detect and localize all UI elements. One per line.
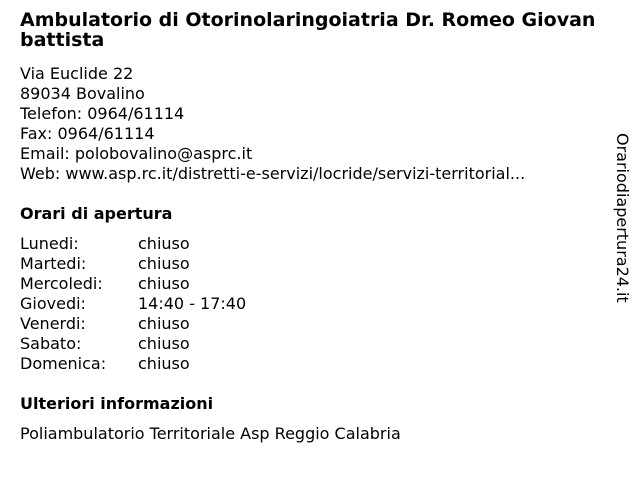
day-label: Sabato: [20,334,82,353]
street-address: Via Euclide 22 [20,64,134,83]
hours-row [20,314,600,334]
day-hours: chiuso [138,354,190,373]
hours-row [20,354,600,374]
phone-number: Telefon: 0964/61114 [20,104,185,123]
listing-card [20,10,600,444]
day-hours: chiuso [138,314,190,333]
contact-block [20,64,600,184]
day-hours: chiuso [138,254,190,273]
day-hours: chiuso [138,234,190,253]
site-watermark: Orariodiapertura24.it [613,133,632,303]
fax-number: Fax: 0964/61114 [20,124,155,143]
day-hours: 14:40 - 17:40 [138,294,247,313]
day-label: Lunedi: [20,234,79,253]
day-label: Martedi: [20,254,87,273]
page-title: Ambulatorio di Otorinolaringoiatria Dr. Romeo Giovanbattista [20,9,596,51]
opening-hours-table [20,234,600,374]
hours-row [20,334,600,354]
website-link: Web: www.asp.rc.it/distretti-e-servizi/locride/servizi-territorial... [20,164,526,183]
additional-info-heading: Ulteriori informazioni [20,394,214,413]
day-hours: chiuso [138,274,190,293]
opening-hours-heading: Orari di apertura [20,204,173,223]
hours-row [20,234,600,254]
day-label: Venerdi: [20,314,86,333]
day-label: Domenica: [20,354,107,373]
city-address: 89034 Bovalino [20,84,145,103]
hours-row [20,294,600,314]
email-address: Email: polobovalino@asprc.it [20,144,253,163]
day-label: Giovedi: [20,294,86,313]
hours-row [20,254,600,274]
day-label: Mercoledi: [20,274,103,293]
hours-row [20,274,600,294]
day-hours: chiuso [138,334,190,353]
additional-info-text: Poliambulatorio Territoriale Asp Reggio Calabria [20,424,401,443]
